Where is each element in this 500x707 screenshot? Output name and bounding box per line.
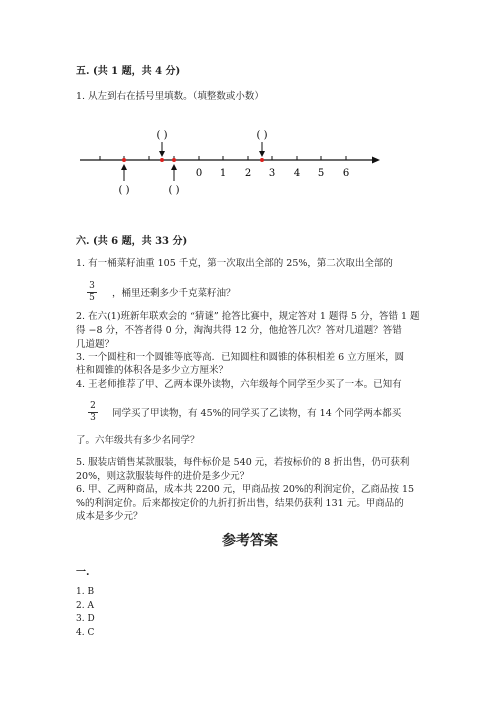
q1-fraction — [85, 281, 99, 304]
upper-bracket-1: ( ) — [156, 130, 168, 141]
section5-question1: 1. 从左到右在括号里填数。（填整数或小数） — [76, 91, 264, 102]
axis-arrowhead — [372, 157, 380, 164]
tick-label-3: 3 — [268, 168, 276, 179]
q6-line3: 成本是多少元？ — [76, 511, 143, 522]
answer-item-4: 4. C — [76, 628, 95, 638]
q4-line2: 同学买了甲读物，有 45%的同学买了乙读物，有 14 个同学两本都买 — [112, 408, 402, 419]
q5-line2: 20%，则这款服装每件的进价是多少元？ — [76, 471, 250, 482]
q2-line3: 几道题？ — [76, 339, 115, 350]
q4-fraction-denominator: 3 — [90, 413, 96, 423]
lower-bracket-1: ( ) — [118, 185, 130, 196]
axis-ticks — [100, 156, 346, 160]
up-arrow-2-head — [171, 164, 177, 170]
upper-bracket-2: ( ) — [256, 130, 268, 141]
tick-label-1: 1 — [219, 168, 227, 179]
marker-point-4 — [260, 158, 264, 162]
up-arrow-1-head — [121, 164, 127, 170]
q1-fraction-denominator: 5 — [89, 293, 95, 303]
q3-line1: 3. 一个圆柱和一个圆锥等底等高．已知圆柱和圆锥的体积相差 6 立方厘米，圆 — [76, 352, 405, 363]
answers-title: 参考答案 — [222, 533, 278, 549]
section6-heading: 六. (共 6 题，共 33 分) — [76, 236, 188, 247]
marker-point-2 — [160, 158, 164, 162]
q5-line1: 5. 服装店销售某款服装，每件标价是 540 元，若按标价的 8 折出售，仍可获利 — [76, 457, 410, 468]
marker-point-1 — [122, 158, 126, 162]
answers-part1-heading: 一. — [76, 567, 90, 578]
q4-fraction-numerator: 2 — [90, 401, 96, 411]
lower-bracket-2: ( ) — [168, 185, 180, 196]
q1-line1: 1. 有一桶菜籽油重 105 千克，第一次取出全部的 25%，第二次取出全部的 — [76, 258, 393, 269]
q1-fraction-numerator: 3 — [89, 281, 95, 291]
down-arrow-1-head — [159, 151, 165, 157]
section5-heading: 五. (共 1 题，共 4 分) — [76, 66, 181, 77]
tick-label-5: 5 — [317, 168, 325, 179]
answer-item-2: 2. A — [76, 601, 94, 611]
q4-line3: 了。六年级共有多少名同学？ — [76, 435, 200, 446]
tick-label-2: 2 — [244, 168, 252, 179]
q2-line2: 得 −8 分，不答者得 0 分，淘淘共得 12 分，他抢答几次？答对几道题？答错 — [76, 325, 402, 336]
down-arrow-2-head — [259, 151, 265, 157]
q4-line1: 4. 王老师推荐了甲、乙两本课外读物，六年级每个同学至少买了一本。已知有 — [76, 379, 402, 390]
number-line-figure — [0, 125, 500, 205]
tick-label-0: 0 — [195, 168, 203, 179]
q1-line2: ，桶里还剩多少千克菜籽油？ — [112, 288, 236, 299]
q6-line2: %的利润定价。后来都按定价的九折打折出售，结果仍获利 131 元。甲商品的 — [76, 498, 404, 509]
tick-label-6: 6 — [342, 168, 350, 179]
q6-line1: 6. 甲、乙两种商品，成本共 2200 元，甲商品按 20%的利润定价，乙商品按 15 — [76, 484, 415, 495]
marker-point-3 — [172, 158, 176, 162]
tick-label-4: 4 — [293, 168, 301, 179]
q3-line2: 柱和圆锥的体积各是多少立方厘米？ — [76, 365, 229, 376]
q2-line1: 2. 在六(1)班新年联欢会的 “猜谜” 抢答比赛中，规定答对 1 题得 5 分，答错 1 题 — [76, 311, 420, 322]
answer-item-1: 1. B — [76, 587, 95, 597]
q4-fraction — [86, 401, 100, 424]
answer-item-3: 3. D — [76, 614, 95, 624]
